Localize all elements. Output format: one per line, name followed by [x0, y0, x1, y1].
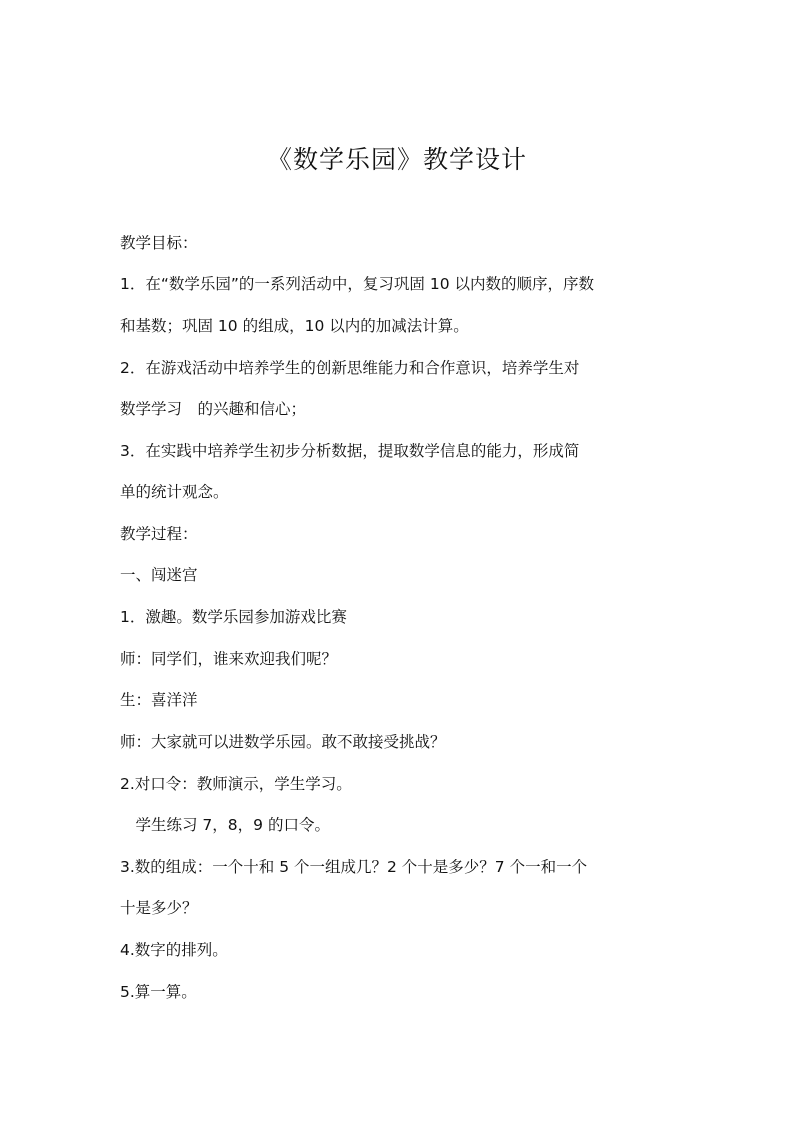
heading-teaching-goals: 教学目标： — [120, 234, 198, 252]
goal-2-line-2: 数学学习 的兴趣和信心； — [120, 400, 307, 418]
step-2-practice: 学生练习 7，8，9 的口令。 — [120, 816, 330, 834]
step-1: 1．激趣。数学乐园参加游戏比赛 — [120, 608, 347, 626]
document-title: 《数学乐园》教学设计 — [266, 145, 527, 174]
step-3-line-1: 3.数的组成：一个十和 5 个一组成几？2 个十是多少？7 个一和一个 — [120, 858, 588, 876]
goal-3-line-1: 3．在实践中培养学生初步分析数据，提取数学信息的能力，形成简 — [120, 442, 580, 460]
goal-1-line-2: 和基数；巩固 10 的组成，10 以内的加减法计算。 — [120, 317, 469, 335]
dialogue-teacher-1: 师：同学们，谁来欢迎我们呢？ — [120, 650, 338, 668]
heading-teaching-process: 教学过程： — [120, 525, 198, 543]
step-3-line-2: 十是多少？ — [120, 899, 198, 917]
step-2: 2.对口令：教师演示，学生学习。 — [120, 775, 352, 793]
step-4: 4.数字的排列。 — [120, 941, 228, 959]
section-1-heading: 一、闯迷宫 — [120, 566, 198, 584]
goal-1-line-1: 1．在“数学乐园”的一系列活动中，复习巩固 10 以内数的顺序，序数 — [120, 275, 595, 293]
dialogue-teacher-2: 师：大家就可以进数学乐园。敢不敢接受挑战？ — [120, 733, 446, 751]
goal-2-line-1: 2．在游戏活动中培养学生的创新思维能力和合作意识，培养学生对 — [120, 359, 580, 377]
goal-3-line-2: 单的统计观念。 — [120, 483, 229, 501]
dialogue-student-1: 生：喜洋洋 — [120, 691, 198, 709]
step-5: 5.算一算。 — [120, 983, 197, 1001]
